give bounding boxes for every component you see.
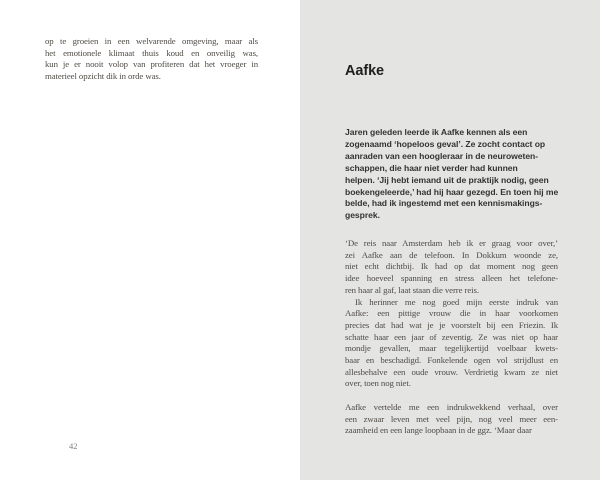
text-line: niet echt dichtbij. Ik had op dat moment nog geen — [345, 261, 558, 272]
chapter-title: Aafke — [345, 63, 384, 79]
paragraph — [345, 402, 558, 437]
paragraph — [45, 36, 258, 83]
text-line: het emotionele klimaat thuis koud en onveilig was, — [45, 47, 258, 58]
text-line: op te groeien in een welvarende omgeving, maar als — [45, 36, 258, 46]
right-page-body-text — [345, 238, 558, 437]
right-page — [300, 0, 600, 480]
text-line: Aafke vertelde me een indrukwekkend verhaal, over — [345, 401, 558, 412]
paragraph — [345, 238, 558, 297]
text-line: allesbehalve een oude vrouw. Verdrietig kwam ze niet — [345, 366, 558, 377]
text-line: helpen. ‘Jij hebt iemand uit de praktijk nodig, geen — [345, 174, 549, 185]
text-line: een zwaar leven met veel pijn, nog veel meer een- — [345, 413, 558, 424]
text-line: baar en beschadigd. Fonkelende ogen vol strijdlust en — [345, 355, 558, 366]
text-line: zogenaamd ‘hopeloos geval’. Ze zocht contact op — [345, 138, 546, 149]
paragraph — [345, 297, 558, 391]
text-line: over, toen nog niet. — [345, 378, 411, 389]
text-line: gesprek. — [345, 210, 380, 221]
page-number: 42 — [69, 441, 78, 451]
paragraph — [345, 127, 557, 222]
text-line: precies dat had wat je je voorstelt bij een Friezin. Ik — [345, 319, 558, 330]
text-line: Ik herinner me nog goed mijn eerste indruk van — [355, 296, 558, 307]
text-line: Aafke: een pittige vrouw die in haar voorkomen — [345, 308, 558, 319]
text-line: idee hoeveel spanning en stress alleen het telefone- — [345, 273, 558, 284]
text-line: zei Aafke aan de telefoon. In Dokkum woonde ze, — [345, 249, 558, 260]
text-line: ren haar al gaf, laat staan die verre reis. — [345, 284, 479, 295]
text-line: ‘De reis naar Amsterdam heb ik er graag voor over,’ — [345, 238, 558, 248]
text-line: schappen, die haar niet verder had kunnen — [345, 162, 518, 173]
text-line: aanraden van een hoogleraar in de neuroweten- — [345, 150, 539, 161]
text-line: mondje gevallen, maar tegelijkertijd voelbaar kwets- — [345, 343, 558, 354]
text-line: belde, had ik ingestemd met een kennismakings- — [345, 198, 543, 209]
text-line: Jaren geleden leerde ik Aafke kennen als een — [345, 127, 528, 137]
text-line: schatte haar een jaar of zeventig. Ze was niet op haar — [345, 331, 558, 342]
text-line: materieel opzicht dik in orde was. — [45, 71, 161, 82]
text-line: boekengeleerde,’ had hij haar gezegd. En toen hij me — [345, 186, 559, 197]
text-line: kun je er nooit volop van profiteren dat het vroeger in — [45, 59, 258, 70]
text-line: zaamheid en een lange loopbaan in de ggz. ‘Maar daar — [345, 425, 532, 436]
chapter-lede — [345, 127, 557, 222]
left-page-body-text — [45, 36, 258, 83]
